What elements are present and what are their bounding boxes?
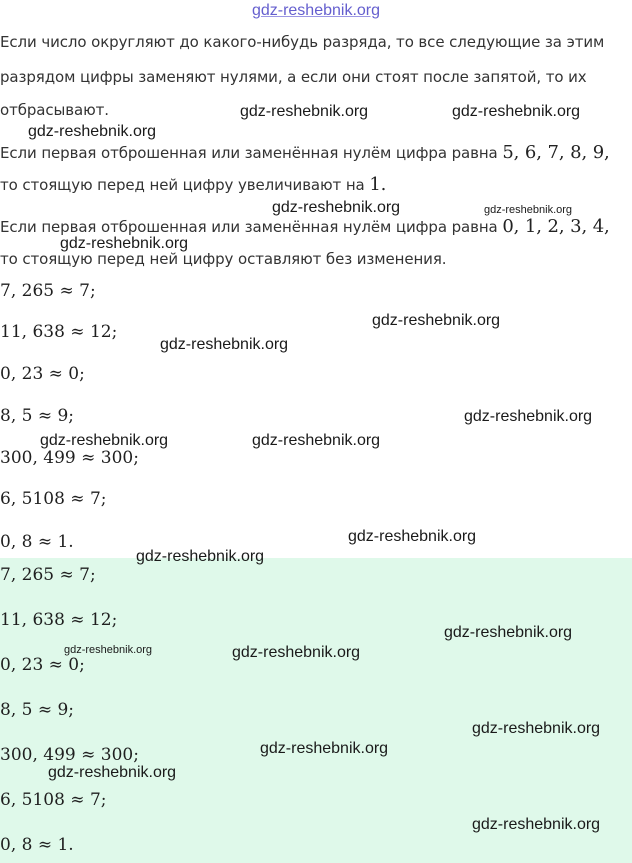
watermark-text: gdz-reshebnik.org (252, 432, 381, 449)
example-equation: 6, 5108 ≈ 7; (0, 489, 107, 509)
watermark-text: gdz-reshebnik.org (272, 199, 401, 216)
site-header-link[interactable]: gdz-reshebnik.org (251, 2, 381, 19)
rule-3-line-1 (0, 216, 610, 237)
rule-2-line-1 (0, 142, 610, 163)
answer-equation: 8, 5 ≈ 9; (0, 700, 75, 720)
watermark-text: gdz-reshebnik.org (60, 235, 189, 252)
answer-equation: 0, 8 ≈ 1. (0, 835, 74, 855)
rule-3-digits: 0, 1, 2, 3, 4, (502, 216, 610, 237)
watermark-text: gdz-reshebnik.org (452, 103, 581, 120)
rule-2-text: Если первая отброшенная или заменённая нулём цифра равна (0, 144, 498, 162)
watermark-text: gdz-reshebnik.org (472, 816, 601, 833)
example-equation: 0, 8 ≈ 1. (0, 532, 74, 552)
watermark-text: gdz-reshebnik.org (28, 123, 157, 140)
answer-equation: 0, 23 ≈ 0; (0, 655, 85, 675)
watermark-text: gdz-reshebnik.org (136, 548, 265, 565)
watermark-text: gdz-reshebnik.org (40, 432, 169, 449)
rule-3-text: Если первая отброшенная или заменённая нулём цифра равна (0, 218, 498, 236)
answer-equation: 6, 5108 ≈ 7; (0, 790, 107, 810)
watermark-text: gdz-reshebnik.org (348, 528, 477, 545)
watermark-text: gdz-reshebnik.org (240, 103, 369, 120)
rule-2-value: 1. (369, 174, 387, 195)
answer-equation: 7, 265 ≈ 7; (0, 565, 96, 585)
watermark-text: gdz-reshebnik.org (48, 764, 177, 781)
watermark-text: gdz-reshebnik.org (260, 740, 389, 757)
watermark-text: gdz-reshebnik.org (372, 312, 501, 329)
watermark-text: gdz-reshebnik.org (472, 720, 601, 737)
rule-3-line-2: то стоящую перед ней цифру оставляют без изменения. (0, 250, 447, 268)
rule-1-line-3: отбрасывают. (0, 101, 109, 119)
example-equation: 7, 265 ≈ 7; (0, 281, 96, 301)
answer-equation: 300, 499 ≈ 300; (0, 745, 139, 765)
rule-1-line-2: разрядом цифры заменяют нулями, а если они стоят после запятой, то их (0, 68, 587, 86)
watermark-text: gdz-reshebnik.org (444, 624, 573, 641)
rule-1-line-1: Если число округляют до какого-нибудь разряда, то все следующие за этим (0, 33, 605, 51)
rule-2-digits: 5, 6, 7, 8, 9, (502, 142, 610, 163)
rule-2-line-2 (0, 174, 386, 195)
example-equation: 300, 499 ≈ 300; (0, 448, 139, 468)
example-equation: 0, 23 ≈ 0; (0, 364, 85, 384)
watermark-text: gdz-reshebnik.org (464, 408, 593, 425)
watermark-text: gdz-reshebnik.org (160, 336, 289, 353)
rule-2-text-2: то стоящую перед ней цифру увеличивают на (0, 176, 365, 194)
watermark-text: gdz-reshebnik.org (484, 204, 573, 216)
watermark-text: gdz-reshebnik.org (64, 644, 153, 656)
answer-equation: 11, 638 ≈ 12; (0, 610, 118, 630)
watermark-text: gdz-reshebnik.org (232, 644, 361, 661)
example-equation: 8, 5 ≈ 9; (0, 406, 75, 426)
example-equation: 11, 638 ≈ 12; (0, 322, 118, 342)
